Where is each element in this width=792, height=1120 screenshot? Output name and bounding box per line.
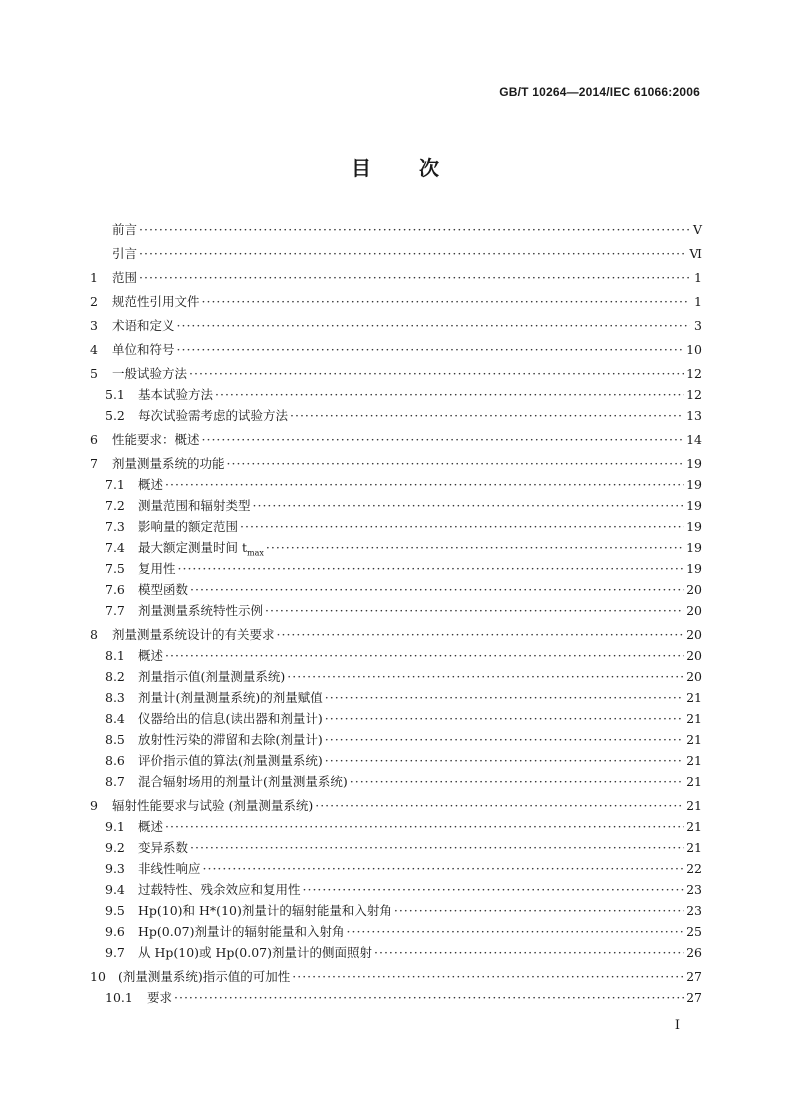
toc-leader-dots [174,987,684,1008]
toc-entry-page: 21 [686,819,702,834]
page-number: Ⅰ [674,1018,680,1033]
toc-entry-title: 概述 [138,477,164,492]
toc-entry-title: 剂量测量系统的功能 [112,456,225,471]
toc-entry-title: 要求 [147,990,173,1005]
toc-entry-page: 19 [686,519,702,534]
toc-entry-title: 性能要求：概述 [112,432,200,447]
toc-entry[interactable] [90,645,702,666]
toc-entry-number: 9.7 [105,945,125,960]
toc-leader-dots [215,384,684,405]
toc-entry-title: 辐射性能要求与试验 (剂量测量系统) [112,798,314,813]
toc-entry-title: 模型函数 [138,582,189,597]
toc-entry-page: 22 [686,861,702,876]
toc-entry-page: 21 [686,774,702,789]
toc-leader-dots [190,579,684,600]
toc-entry-title: 评价指示值的算法(剂量测量系统) [138,753,323,768]
toc-entry[interactable] [90,363,702,384]
toc-entry-title: 过载特性、残余效应和复用性 [138,882,301,897]
toc-leader-dots [325,750,684,771]
toc-leader-dots [303,879,685,900]
toc-entry-page: 19 [686,456,702,471]
toc-entry-title: 一般试验方法 [112,366,188,381]
toc-entry-page: 19 [686,477,702,492]
toc-leader-dots [139,267,690,288]
toc-entry[interactable] [90,900,702,921]
toc-leader-dots [165,474,684,495]
toc-entry-title: 基本试验方法 [138,387,214,402]
toc-entry-page: 19 [686,561,702,576]
toc-entry-page: 21 [686,690,702,705]
toc-entry-page: 1 [694,294,702,309]
toc-leader-dots [178,558,685,579]
toc-entry-number: 8.3 [105,690,125,705]
toc-entry-title: 影响量的额定范围 [138,519,239,534]
toc-leader-dots [350,771,684,792]
toc-entry-number: 7.5 [105,561,125,576]
toc-entry-title: 放射性污染的滞留和去除(剂量计) [138,732,323,747]
toc-entry[interactable] [90,453,702,474]
toc-entry-page: 10 [686,342,702,357]
toc-entry-number: 9.2 [105,840,125,855]
toc-entry[interactable] [90,219,702,240]
toc-entry-number: 7.6 [105,582,125,597]
toc-leader-dots [203,858,685,879]
toc-entry-page: 27 [686,969,702,984]
toc-entry-page: 19 [686,540,702,555]
toc-entry-number: 8.6 [105,753,125,768]
toc-entry-title: 概述 [138,648,164,663]
toc-entry-number: 2 [90,294,98,309]
toc-leader-dots [190,837,684,858]
toc-entry[interactable] [90,708,702,729]
toc-entry-number: 9.5 [105,903,125,918]
toc-entry-number: 8.7 [105,774,125,789]
toc-entry-number: 8 [90,627,98,642]
toc-entry-page: 26 [686,945,702,960]
toc-entry[interactable] [90,879,702,900]
toc-entry-page: 21 [686,711,702,726]
toc-leader-dots [165,645,684,666]
toc-entry-title: 剂量测量系统特性示例 [138,603,264,618]
toc-leader-dots [177,315,690,336]
toc-entry[interactable] [90,315,702,336]
toc-entry-title: 范围 [112,270,138,285]
toc-entry[interactable] [90,987,702,1008]
toc-leader-dots [177,339,685,360]
toc-entry-number: 8.1 [105,648,125,663]
toc-entry[interactable] [90,384,702,405]
table-of-contents [90,216,702,1008]
toc-leader-dots [189,363,684,384]
toc-entry-number: 7.2 [105,498,125,513]
toc-entry-page: 13 [686,408,702,423]
toc-entry-page: 21 [686,732,702,747]
toc-entry-title: 非线性响应 [138,861,201,876]
toc-entry-page: 23 [686,882,702,897]
toc-entry-number: 7.7 [105,603,125,618]
toc-entry[interactable] [90,687,702,708]
toc-entry-title: 复用性 [138,561,176,576]
toc-leader-dots [347,921,685,942]
toc-entry[interactable] [90,795,702,816]
toc-leader-dots [292,966,684,987]
toc-entry-number: 6 [90,432,98,447]
toc-entry-number: 10 [90,969,106,984]
toc-entry-number: 5.1 [105,387,125,402]
toc-entry-number: 9.3 [105,861,125,876]
toc-entry-page: 3 [694,318,702,333]
toc-entry-number: 5 [90,366,98,381]
toc-leader-dots [325,729,684,750]
toc-entry[interactable] [90,558,702,579]
toc-leader-dots [325,708,684,729]
toc-entry-number: 9.1 [105,819,125,834]
toc-leader-dots [139,243,687,264]
toc-entry-page: 20 [686,648,702,663]
toc-leader-dots [202,429,685,450]
toc-entry-page: 19 [686,498,702,513]
toc-entry-page: 20 [686,603,702,618]
toc-entry-page: 12 [686,387,702,402]
toc-entry-page: 23 [686,903,702,918]
toc-entry-number: 4 [90,342,98,357]
toc-entry[interactable] [90,942,702,963]
toc-entry-page: 12 [686,366,702,381]
toc-entry-title: 测量范围和辐射类型 [138,498,251,513]
toc-entry-subscript: max [247,548,264,558]
document-code: GB/T 10264—2014/IEC 61066:2006 [499,85,700,99]
toc-entry-title: 术语和定义 [112,318,175,333]
toc-entry-title: 混合辐射场用的剂量计(剂量测量系统) [138,774,348,789]
toc-entry-number: 8.2 [105,669,125,684]
toc-entry[interactable] [90,405,702,426]
toc-entry-number: 7.3 [105,519,125,534]
toc-entry-number: 7.1 [105,477,125,492]
toc-entry[interactable] [90,339,702,360]
toc-entry[interactable] [90,816,702,837]
title-right: 次 [419,156,441,180]
toc-entry-number: 9.4 [105,882,125,897]
toc-entry[interactable] [90,624,702,645]
toc-leader-dots [139,219,690,240]
toc-entry-page: Ⅵ [689,246,702,261]
toc-entry[interactable] [90,729,702,750]
toc-entry-title: 单位和符号 [112,342,175,357]
toc-entry-number: 7.4 [105,540,125,555]
toc-entry[interactable] [90,837,702,858]
toc-entry-number: 7 [90,456,98,471]
toc-entry-title: 概述 [138,819,164,834]
toc-entry-title: 前言 [112,222,138,237]
toc-entry-page: 21 [686,840,702,855]
toc-entry[interactable] [90,429,702,450]
toc-entry[interactable] [90,495,702,516]
toc-entry-page: Ⅴ [692,222,702,237]
toc-entry-page: 20 [686,582,702,597]
toc-entry-title: Hp(0.07)剂量计的辐射能量和入射角 [138,924,345,939]
toc-entry-number: 9 [90,798,98,813]
toc-entry[interactable] [90,600,702,621]
toc-leader-dots [227,453,685,474]
toc-entry[interactable] [90,771,702,792]
toc-entry-page: 1 [694,270,702,285]
toc-entry-page: 14 [686,432,702,447]
toc-entry-page: 20 [686,669,702,684]
toc-leader-dots [287,666,684,687]
toc-entry[interactable] [90,291,702,312]
toc-entry-title: 剂量指示值(剂量测量系统) [138,669,286,684]
toc-entry[interactable] [90,474,702,495]
toc-entry-title: 从 Hp(10)或 Hp(0.07)剂量计的侧面照射 [138,945,372,960]
toc-entry[interactable] [90,267,702,288]
toc-leader-dots [253,495,685,516]
toc-leader-dots [266,537,684,558]
toc-entry-number: 10.1 [105,990,133,1005]
toc-leader-dots [325,687,684,708]
toc-entry[interactable] [90,858,702,879]
toc-entry-title: 变异系数 [138,840,189,855]
toc-entry-title: 最大额定测量时间 $t_{max}$ [138,540,264,558]
toc-entry[interactable] [90,666,702,687]
toc-leader-dots [202,291,690,312]
toc-leader-dots [277,624,685,645]
toc-entry[interactable] [90,243,702,264]
toc-entry[interactable] [90,966,702,987]
toc-entry-title: 每次试验需考虑的试验方法 [138,408,289,423]
toc-leader-dots [240,516,684,537]
toc-entry-page: 21 [686,798,702,813]
toc-entry[interactable] [90,921,702,942]
toc-entry-number: 5.2 [105,408,125,423]
toc-entry-page: 21 [686,753,702,768]
toc-entry-title: 引言 [112,246,138,261]
page-title [0,152,792,181]
toc-entry-title: (剂量测量系统)指示值的可加性 [118,969,291,984]
toc-entry[interactable] [90,579,702,600]
toc-leader-dots [394,900,684,921]
toc-leader-dots [315,795,684,816]
toc-leader-dots [165,816,684,837]
toc-entry-title: 规范性引用文件 [112,294,200,309]
toc-entry[interactable] [90,516,702,537]
title-left: 目 [351,156,373,180]
toc-entry-title: 剂量计(剂量测量系统)的剂量赋值 [138,690,323,705]
toc-entry-number: 8.4 [105,711,125,726]
toc-entry-number: 3 [90,318,98,333]
toc-entry[interactable] [90,750,702,771]
toc-entry-number: 8.5 [105,732,125,747]
toc-entry[interactable] [90,537,702,558]
toc-entry-title: 剂量测量系统设计的有关要求 [112,627,275,642]
toc-entry-title: Hp(10)和 H*(10)剂量计的辐射能量和入射角 [138,903,392,918]
toc-entry-page: 20 [686,627,702,642]
toc-entry-title: 仪器给出的信息(读出器和剂量计) [138,711,323,726]
toc-entry-number: 1 [90,270,98,285]
toc-entry-page: 25 [686,924,702,939]
toc-entry-number: 9.6 [105,924,125,939]
toc-leader-dots [265,600,684,621]
toc-leader-dots [374,942,684,963]
toc-entry-page: 27 [686,990,702,1005]
toc-leader-dots [290,405,684,426]
